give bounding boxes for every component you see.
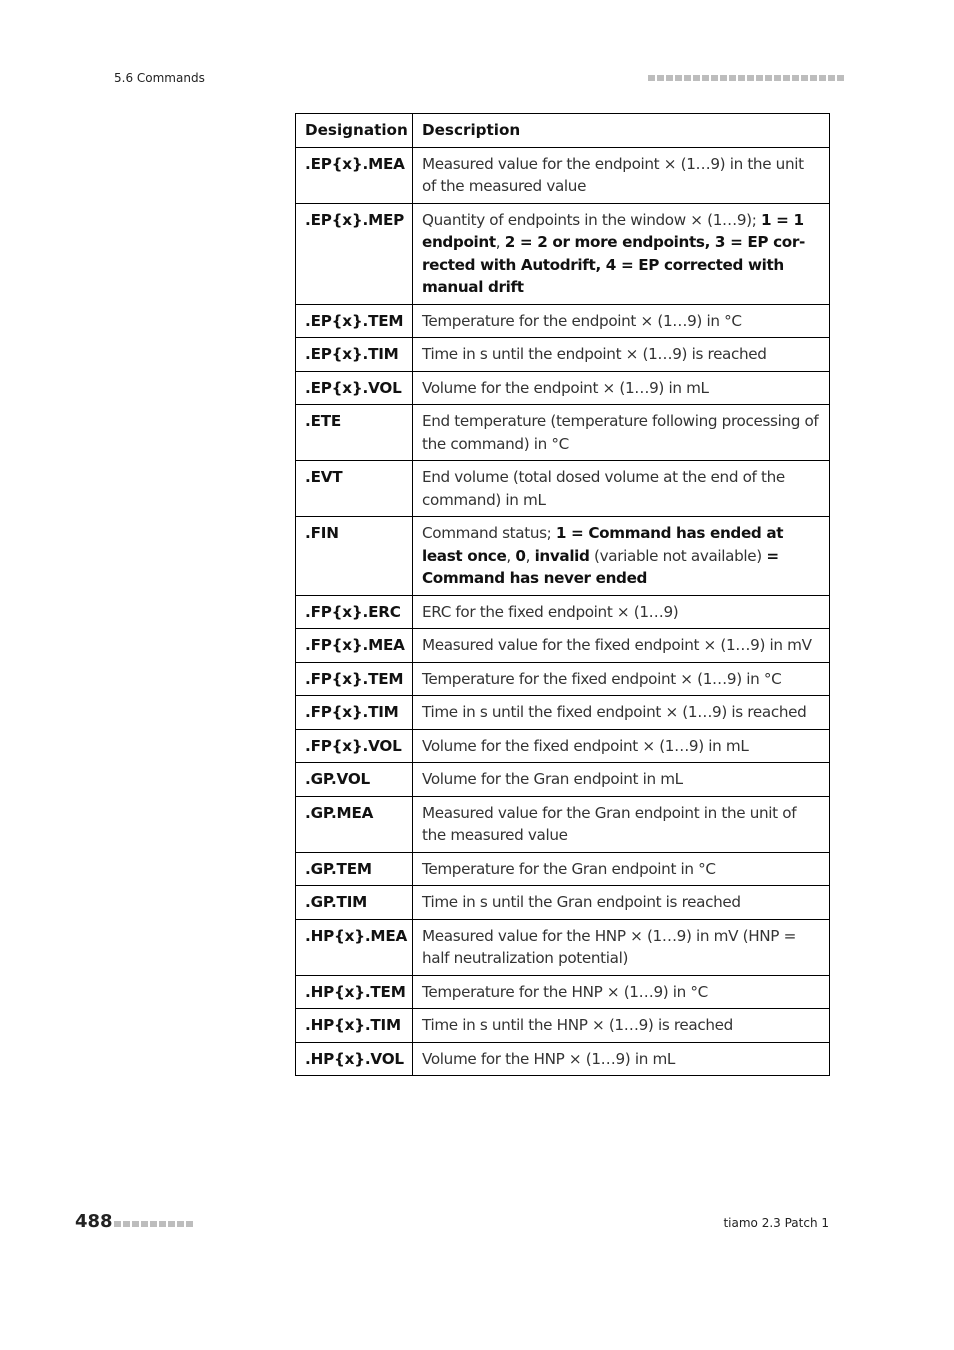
description-text: Quantity of endpoints in the window × (1…9);: [422, 210, 761, 229]
table-row: [296, 405, 830, 461]
decoration-dot: [684, 75, 691, 81]
decoration-dot: [657, 75, 664, 81]
decoration-dot: [702, 75, 709, 81]
description-cell: ERC for the fixed endpoint × (1…9): [413, 595, 830, 629]
table-row: [296, 595, 830, 629]
decoration-dot: [774, 75, 781, 81]
table-row: [296, 203, 830, 304]
designation-cell: .GP.TEM: [296, 852, 413, 886]
designation-cell: .FP{x}.MEA: [296, 629, 413, 663]
description-emphasis: 1 = 1 endpoint: [422, 210, 804, 251]
decoration-dot: [123, 1221, 130, 1227]
description-cell: Temperature for the HNP × (1…9) in °C: [413, 975, 830, 1009]
table-row: [296, 975, 830, 1009]
description-cell: [413, 517, 830, 596]
decoration-dot: [729, 75, 736, 81]
description-cell: Time in s until the fixed endpoint × (1…9) is reached: [413, 696, 830, 730]
designation-cell: .FP{x}.VOL: [296, 729, 413, 763]
decoration-dot: [738, 75, 745, 81]
decoration-dot: [720, 75, 727, 81]
description-cell: Measured value for the Gran endpoint in the unit of the measured value: [413, 796, 830, 852]
description-cell: Time in s until the Gran endpoint is reached: [413, 886, 830, 920]
decoration-dot: [765, 75, 772, 81]
description-text: Command status;: [422, 524, 556, 542]
decoration-dot: [711, 75, 718, 81]
decoration-dot: [186, 1221, 193, 1227]
table-row: [296, 147, 830, 203]
table-row: [296, 304, 830, 338]
table-row: [296, 1042, 830, 1076]
table-row: [296, 729, 830, 763]
description-text: ,: [495, 233, 505, 251]
description-cell: Measured value for the fixed endpoint × (1…9) in mV: [413, 629, 830, 663]
table-row: [296, 763, 830, 797]
designation-cell: .HP{x}.TIM: [296, 1009, 413, 1043]
designation-cell: .GP.MEA: [296, 796, 413, 852]
table-row: [296, 919, 830, 975]
designation-cell: .FIN: [296, 517, 413, 596]
decoration-dot: [837, 75, 844, 81]
table-row: [296, 629, 830, 663]
description-emphasis: 2 = 2 or more endpoints, 3 = EP corrected with Autodrift, 4 = EP corrected with manual drift: [422, 233, 806, 296]
page-number: 488: [75, 1211, 113, 1232]
table-header-row: [296, 114, 830, 148]
designation-cell: .EP{x}.MEP: [296, 203, 413, 304]
table-body: [296, 114, 830, 1076]
description-cell: Volume for the endpoint × (1…9) in mL: [413, 371, 830, 405]
decoration-dot: [810, 75, 817, 81]
description-cell: Volume for the HNP × (1…9) in mL: [413, 1042, 830, 1076]
table-row: [296, 1009, 830, 1043]
decoration-dot: [114, 1221, 121, 1227]
designation-cell: .GP.TIM: [296, 886, 413, 920]
header-decoration-dots: [648, 75, 844, 81]
document-title: tiamo 2.3 Patch 1: [723, 1216, 829, 1230]
decoration-dot: [828, 75, 835, 81]
description-emphasis: 0: [515, 546, 526, 565]
description-cell: [413, 203, 830, 304]
description-text: ,: [525, 546, 535, 565]
description-cell: Temperature for the fixed endpoint × (1…9) in °C: [413, 662, 830, 696]
decoration-dot: [801, 75, 808, 81]
decoration-dot: [150, 1221, 157, 1227]
designation-cell: .EP{x}.TIM: [296, 338, 413, 372]
designation-cell: .EP{x}.MEA: [296, 147, 413, 203]
table-row: [296, 517, 830, 596]
table-row: [296, 461, 830, 517]
description-emphasis: = Command has never ended: [422, 546, 779, 587]
description-cell: End volume (total dosed volume at the end of the command) in mL: [413, 461, 830, 517]
table-row: [296, 886, 830, 920]
decoration-dot: [792, 75, 799, 81]
decoration-dot: [177, 1221, 184, 1227]
description-cell: Measured value for the endpoint × (1…9) in the unit of the measured value: [413, 147, 830, 203]
description-text: ,: [506, 546, 516, 565]
designation-cell: .HP{x}.VOL: [296, 1042, 413, 1076]
table-row: [296, 662, 830, 696]
designation-cell: .FP{x}.TEM: [296, 662, 413, 696]
description-cell: Volume for the Gran endpoint in mL: [413, 763, 830, 797]
decoration-dot: [783, 75, 790, 81]
decoration-dot: [141, 1221, 148, 1227]
table-row: [296, 696, 830, 730]
designation-cell: .EVT: [296, 461, 413, 517]
designation-cell: .EP{x}.VOL: [296, 371, 413, 405]
description-cell: Measured value for the HNP × (1…9) in mV (HNP = half neutralization potential): [413, 919, 830, 975]
description-cell: End temperature (temperature following processing of the command) in °C: [413, 405, 830, 461]
table-row: [296, 338, 830, 372]
decoration-dot: [747, 75, 754, 81]
designation-cell: .GP.VOL: [296, 763, 413, 797]
designation-cell: .EP{x}.TEM: [296, 304, 413, 338]
decoration-dot: [693, 75, 700, 81]
description-text: (variable not available): [589, 546, 767, 565]
description-emphasis: invalid: [534, 546, 590, 565]
decoration-dot: [756, 75, 763, 81]
description-cell: Time in s until the endpoint × (1…9) is reached: [413, 338, 830, 372]
designation-cell: .FP{x}.ERC: [296, 595, 413, 629]
table-row: [296, 852, 830, 886]
description-cell: Volume for the fixed endpoint × (1…9) in mL: [413, 729, 830, 763]
decoration-dot: [648, 75, 655, 81]
designation-column-header: Designation: [296, 114, 413, 148]
designation-cell: .FP{x}.TIM: [296, 696, 413, 730]
designation-cell: .HP{x}.MEA: [296, 919, 413, 975]
decoration-dot: [168, 1221, 175, 1227]
table-row: [296, 796, 830, 852]
table-row: [296, 371, 830, 405]
description-emphasis: 1 = Command has ended at least once: [422, 524, 784, 565]
description-cell: Time in s until the HNP × (1…9) is reached: [413, 1009, 830, 1043]
description-cell: Temperature for the Gran endpoint in °C: [413, 852, 830, 886]
decoration-dot: [819, 75, 826, 81]
decoration-dot: [159, 1221, 166, 1227]
footer-decoration-dots: [114, 1221, 193, 1227]
decoration-dot: [132, 1221, 139, 1227]
decoration-dot: [666, 75, 673, 81]
designation-cell: .ETE: [296, 405, 413, 461]
description-column-header: Description: [413, 114, 830, 148]
decoration-dot: [675, 75, 682, 81]
running-header-section: 5.6 Commands: [114, 71, 205, 85]
designation-cell: .HP{x}.TEM: [296, 975, 413, 1009]
command-variables-table: [295, 113, 830, 1076]
description-cell: Temperature for the endpoint × (1…9) in °C: [413, 304, 830, 338]
